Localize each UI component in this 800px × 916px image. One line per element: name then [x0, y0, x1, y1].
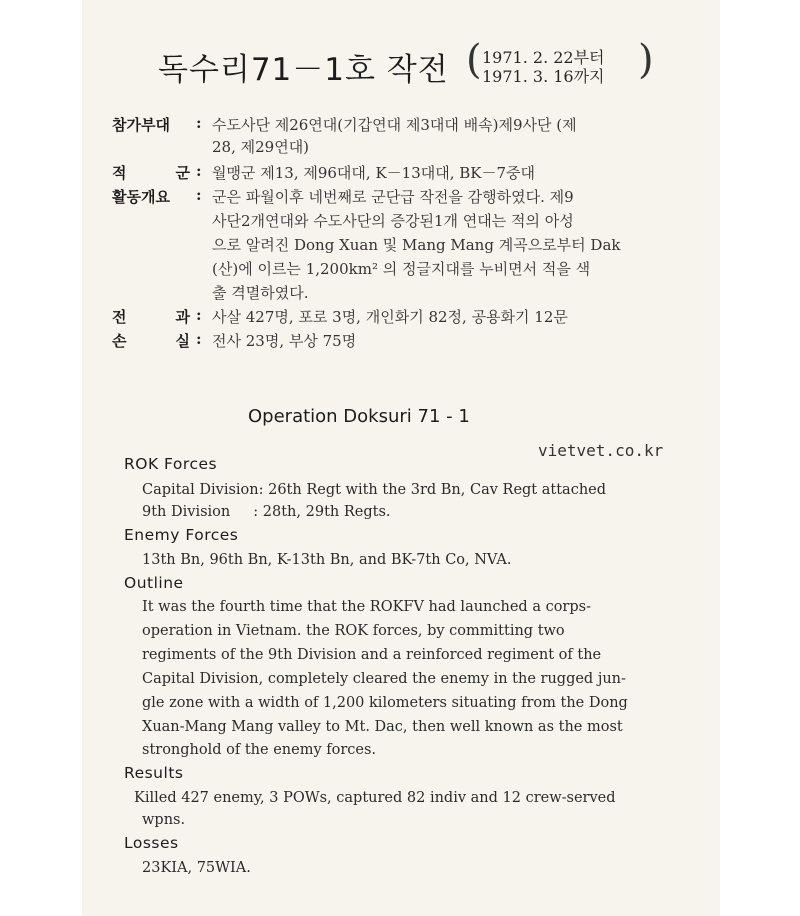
losses-label: 손 실	[112, 332, 190, 350]
losses-text: 전사 23명, 부상 75명	[212, 332, 357, 350]
colon: :	[196, 114, 202, 132]
results-line: Killed 427 enemy, 3 POWs, captured 82 indiv and 12 crew-served	[134, 790, 616, 806]
results-label: 전 과	[112, 308, 190, 326]
rok-forces-line: 9th Division : 28th, 29th Regts.	[142, 504, 391, 520]
right-paren: )	[638, 37, 654, 83]
results-line: wpns.	[142, 812, 186, 828]
results-text: 사살 427명, 포로 3명, 개인화기 82정, 공용화기 12문	[212, 308, 568, 326]
outline-line: 출 격멸하였다.	[212, 284, 309, 302]
korean-title: 독수리71－1호 작전	[158, 52, 449, 88]
date-from: 1971. 2. 22부터	[482, 48, 605, 67]
participating-units-line: 28, 제29연대)	[212, 138, 310, 156]
colon: :	[196, 306, 202, 324]
date-to: 1971. 3. 16까지	[482, 67, 605, 86]
results-heading: Results	[124, 764, 184, 782]
colon: :	[196, 162, 202, 180]
korean-title-block	[82, 37, 720, 88]
outline-line: Capital Division, completely cleared the enemy in the rugged jun-	[142, 671, 626, 687]
enemy-forces-line: 13th Bn, 96th Bn, K-13th Bn, and BK-7th Co, NVA.	[142, 552, 512, 568]
losses-line: 23KIA, 75WIA.	[142, 860, 251, 876]
left-paren: (	[466, 37, 482, 83]
enemy-text: 월맹군 제13, 제96대대, K－13대대, BK－7중대	[212, 164, 536, 182]
colon: :	[196, 186, 202, 204]
participating-units-line: 수도사단 제26연대(기갑연대 제3대대 배속)제9사단 (제	[212, 116, 577, 134]
english-title: Operation Doksuri 71 - 1	[248, 406, 470, 427]
outline-line: (산)에 이르는 1,200km² 의 정글지대를 누비면서 적을 색	[212, 260, 591, 278]
rok-forces-line: Capital Division: 26th Regt with the 3rd Bn, Cav Regt attached	[142, 482, 607, 498]
enemy-forces-heading: Enemy Forces	[124, 526, 239, 544]
outline-label: 활동개요	[112, 188, 170, 206]
outline-line: Xuan-Mang Mang valley to Mt. Dac, then well known as the most	[142, 719, 623, 735]
outline-line: gle zone with a width of 1,200 kilometers situating from the Dong	[142, 695, 628, 711]
outline-line: operation in Vietnam. the ROK forces, by committing two	[142, 623, 565, 639]
outline-line: regiments of the 9th Division and a reinforced regiment of the	[142, 647, 602, 663]
outline-line: stronghold of the enemy forces.	[142, 742, 377, 758]
enemy-label: 적 군	[112, 164, 190, 182]
losses-heading: Losses	[124, 834, 179, 852]
watermark: vietvet.co.kr	[538, 441, 664, 460]
participating-units-label: 참가부대	[112, 116, 170, 134]
outline-line: 군은 파월이후 네번째로 군단급 작전을 감행하였다. 제9	[212, 188, 574, 206]
colon: :	[196, 330, 202, 348]
document-page	[82, 0, 720, 916]
outline-heading: Outline	[124, 574, 184, 592]
outline-line: It was the fourth time that the ROKFV had launched a corps-	[142, 599, 591, 615]
outline-line: 으로 알려진 Dong Xuan 및 Mang Mang 계곡으로부터 Dak	[212, 236, 621, 254]
outline-line: 사단2개연대와 수도사단의 증강된1개 연대는 적의 아성	[212, 212, 574, 230]
rok-forces-heading: ROK Forces	[124, 455, 218, 473]
